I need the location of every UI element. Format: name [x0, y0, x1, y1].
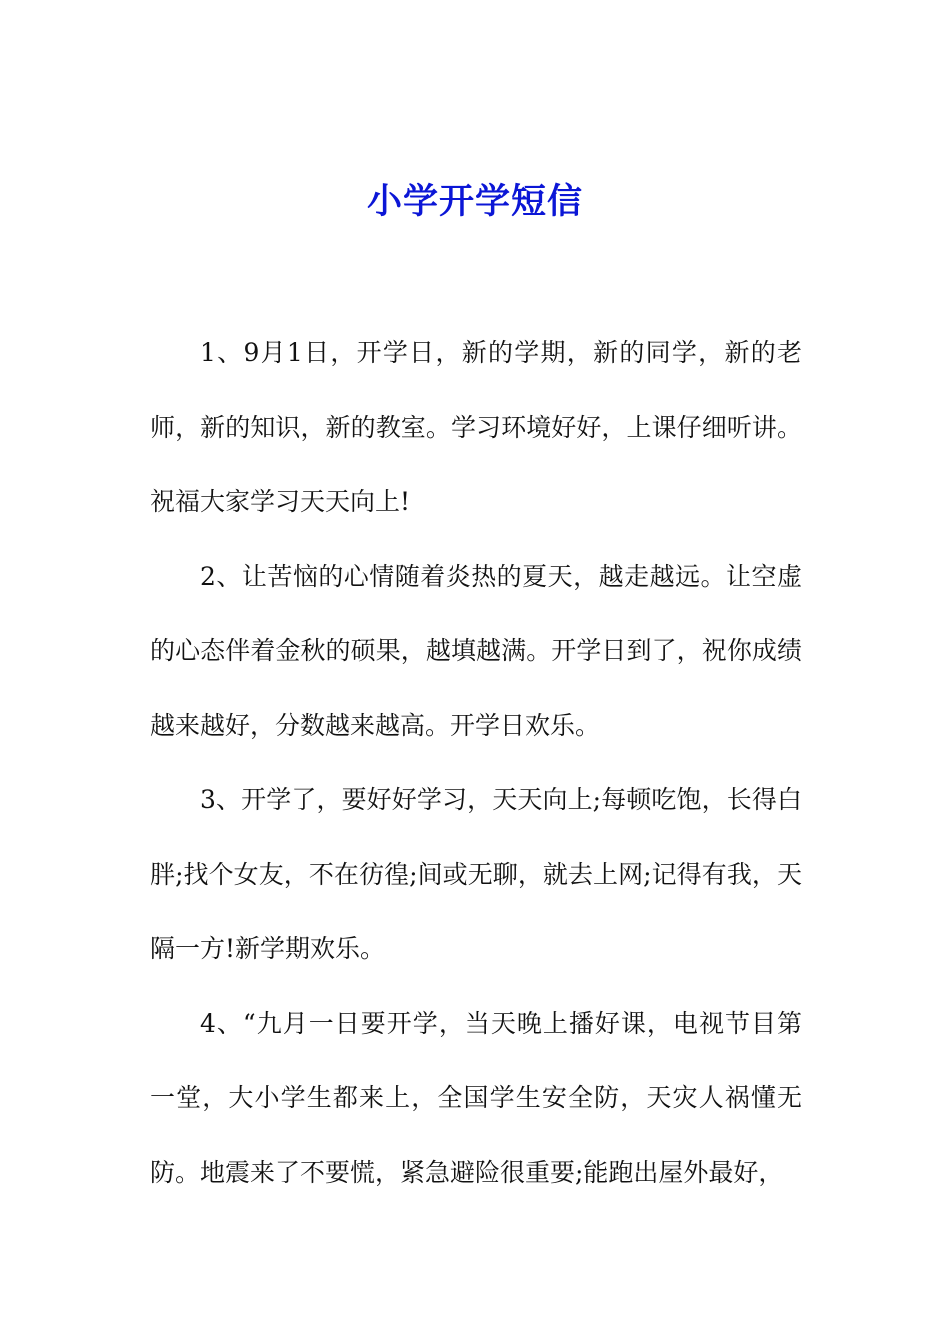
paragraph-1: 1、9月1日，开学日，新的学期，新的同学，新的老师，新的知识，新的教室。学习环境好好，上课仔细听讲。祝福大家学习天天向上! — [150, 338, 802, 516]
document-body — [150, 316, 802, 1210]
paragraph-3: 3、开学了，要好好学习，天天向上;每顿吃饱，长得白胖;找个女友，不在彷徨;间或无聊，就去上网;记得有我，天隔一方!新学期欢乐。 — [150, 785, 802, 963]
paragraph-2: 2、让苦恼的心情随着炎热的夏天，越走越远。让空虚的心态伴着金秋的硕果，越填越满。开学日到了，祝你成绩越来越好，分数越来越高。开学日欢乐。 — [150, 561, 802, 740]
document-title: 小学开学短信 — [366, 181, 583, 222]
paragraph-4: 4、“九月一日要开学，当天晚上播好课，电视节目第一堂，大小学生都来上，全国学生安全防，天灾人祸懂无防。地震来了不要慌，紧急避险很重要;能跑出屋外最好， — [150, 1008, 802, 1187]
